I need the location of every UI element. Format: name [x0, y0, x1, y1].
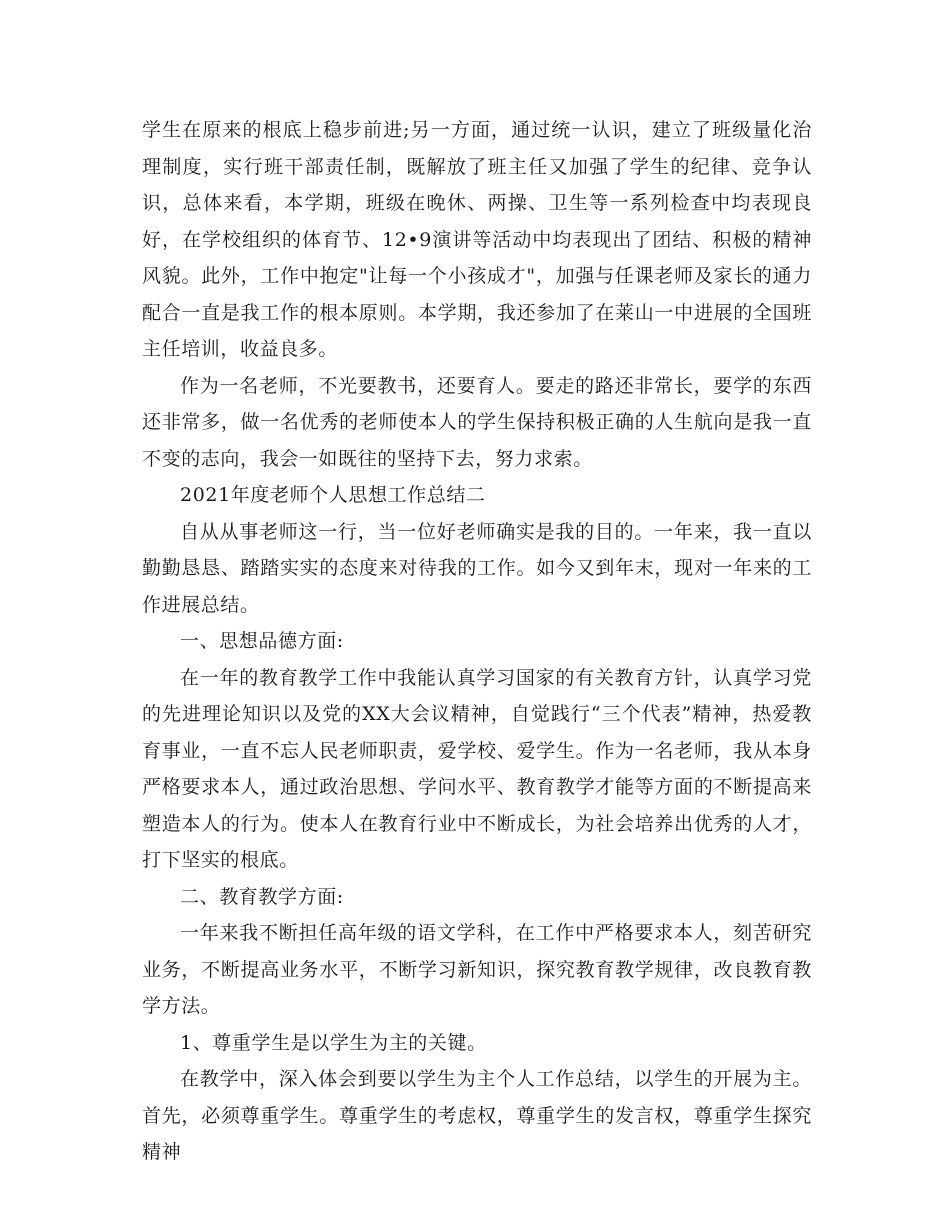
section-heading: 一、思想品德方面:: [180, 630, 344, 652]
paragraph: 自从从事老师这一行，当一位好老师确实是我的目的。一年来，我一直以勤勤恳恳、踏踏实实的态度来对待我的工作。如今又到年末，现对一年来的工作进展总结。: [142, 520, 812, 616]
paragraph: 一年来我不断担任高年级的语文学科，在工作中严格要求本人，刻苦研究业务，不断提高业务水平，不断学习新知识，探究教育教学规律，改良教育教学方法。: [142, 922, 812, 1017]
paragraph: 在教学中，深入体会到要以学生为主个人工作总结，以学生的开展为主。首先，必须尊重学生。尊重学生的考虑权，尊重学生的发言权，尊重学生探究精神: [142, 1068, 812, 1163]
paragraph: 学生在原来的根底上稳步前进;另一方面，通过统一认识，建立了班级量化治理制度，实行班干部责任制，既解放了班主任又加强了学生的纪律、竞争认识，总体来看，本学期，班级在晚休、两操、卫生等一系列检查中均表现良好，在学校组织的体育节、12•9演讲等活动中均表现出了团结、积极的精神风貌。此外，工作中抱定"让每一个小孩成才"，加强与任课老师及家长的通力配合一直是我工作的根本原则。本学期，我还参加了在莱山一中进展的全国班主任培训，收益良多。: [142, 119, 812, 360]
document-body: [142, 112, 812, 1171]
section-heading: 二、教育教学方面:: [180, 885, 344, 908]
paragraph: 作为一名老师，不光要教书，还要育人。要走的路还非常长，要学的东西还非常多，做一名优秀的老师使本人的学生保持积极正确的人生航向是我一直不变的志向，我会一如既往的坚持下去，努力求索。: [142, 374, 812, 470]
section-heading: 1、尊重学生是以学生为主的关键。: [180, 1031, 487, 1054]
paragraph: 在一年的教育教学工作中我能认真学习国家的有关教育方针，认真学习党的先进理论知识以及党的XX大会议精神，自觉践行“三个代表”精神，热爱教育事业，一直不忘人民老师职责，爱学校、爱学生。作为一名老师，我从本身严格要求本人，通过政治思想、学问水平、教育教学才能等方面的不断提高来塑造本人的行为。使本人在教育行业中不断成长，为社会培养出优秀的人才，打下坚实的根底。: [142, 666, 812, 871]
section-heading: 2021年度老师个人思想工作总结二: [180, 484, 486, 506]
